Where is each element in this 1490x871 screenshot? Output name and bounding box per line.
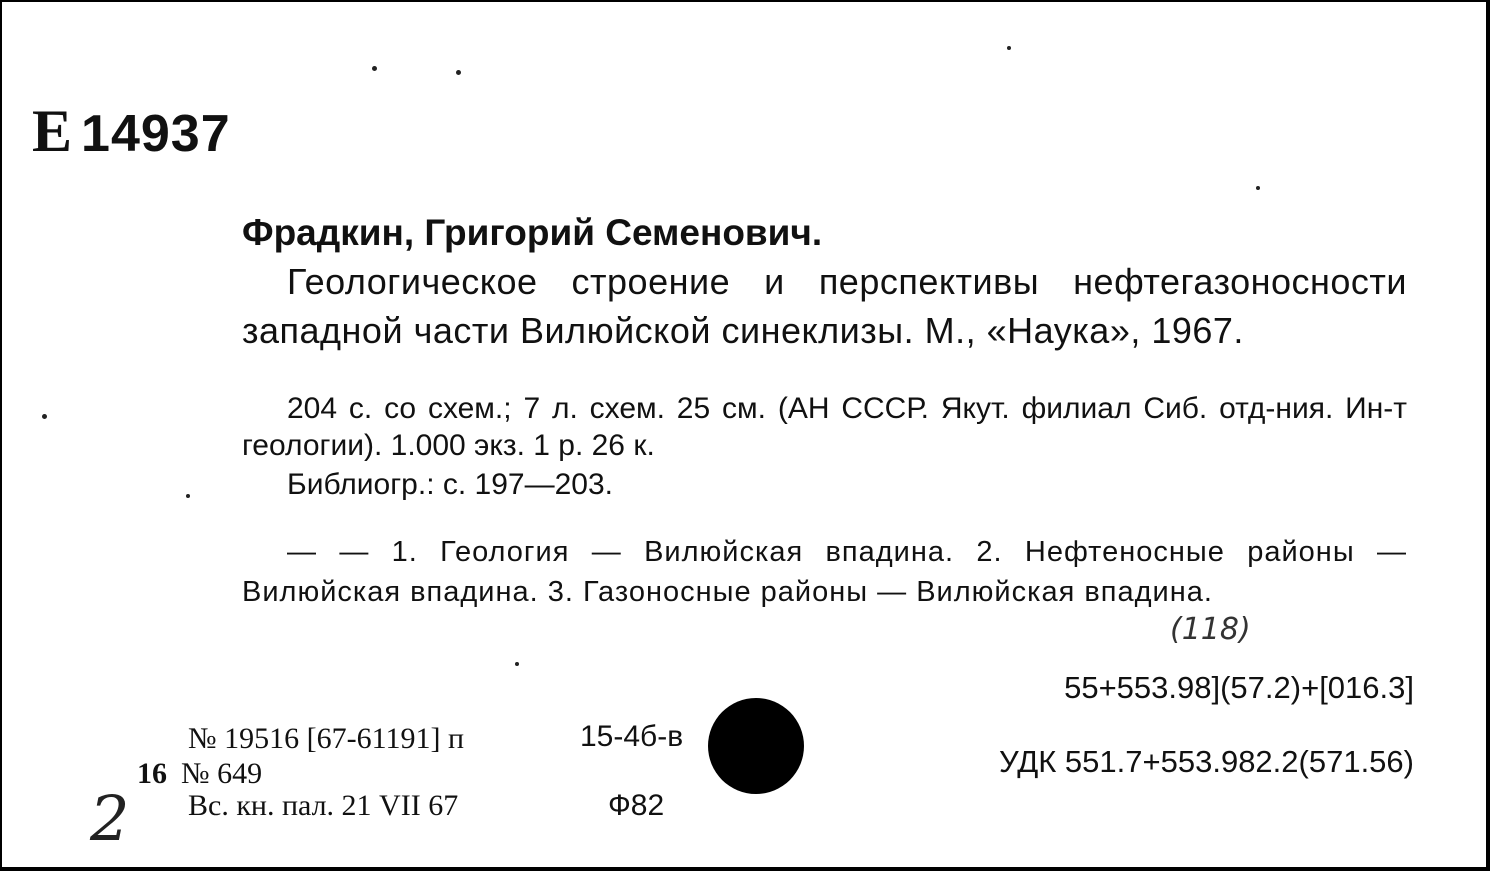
author-heading: Фрадкин, Григорий Семенович. bbox=[242, 212, 823, 253]
bibliography-note: Библиогр.: с. 197—203. bbox=[287, 468, 613, 501]
speck bbox=[42, 414, 47, 419]
registration-prefix: 16 bbox=[137, 757, 167, 790]
card-code-1: 15-4б-в bbox=[580, 720, 684, 753]
collation: 204 с. со схем.; 7 л. схем. 25 см. (АН СССР. Якут. филиал Сиб. отд-ния. Ин-т геологии). 1.000 экз. 1 р. 26 к. bbox=[242, 392, 1407, 462]
speck bbox=[1256, 186, 1260, 190]
punch-hole bbox=[708, 698, 804, 794]
udc-index: УДК 551.7+553.982.2(571.56) bbox=[998, 744, 1414, 779]
call-number bbox=[32, 97, 231, 166]
catalog-card bbox=[2, 2, 1486, 867]
handwritten-mark: 2 bbox=[90, 782, 130, 855]
speck bbox=[1007, 46, 1011, 50]
speck bbox=[515, 662, 519, 666]
speck bbox=[186, 494, 190, 498]
registration-line-2 bbox=[137, 757, 262, 791]
title-statement: Геологическое строение и перспективы нефтегазоносности западной части Вилюйской синеклизы. М., «Наука», 1967. bbox=[242, 261, 1407, 351]
subject-headings: — — 1. Геология — Вилюйская впадина. 2. Нефтеносные районы — Вилюйская впадина. 3. Газоносные районы — Вилюйская впадина. bbox=[242, 536, 1407, 608]
registration-line-1: № 19516 [67-61191] п bbox=[188, 722, 465, 755]
speck bbox=[456, 70, 461, 75]
call-number-digits: 14937 bbox=[81, 105, 231, 163]
card-code-2: Ф82 bbox=[608, 789, 665, 822]
classification-index: 55+553.98](57.2)+[016.3] bbox=[1064, 670, 1414, 705]
handwritten-note: (118) bbox=[1170, 612, 1251, 647]
call-letter: Е bbox=[32, 98, 74, 164]
registration-number: № 649 bbox=[181, 757, 263, 790]
registration-line-3: Вс. кн. пал. 21 VII 67 bbox=[188, 789, 459, 822]
speck bbox=[372, 66, 377, 71]
